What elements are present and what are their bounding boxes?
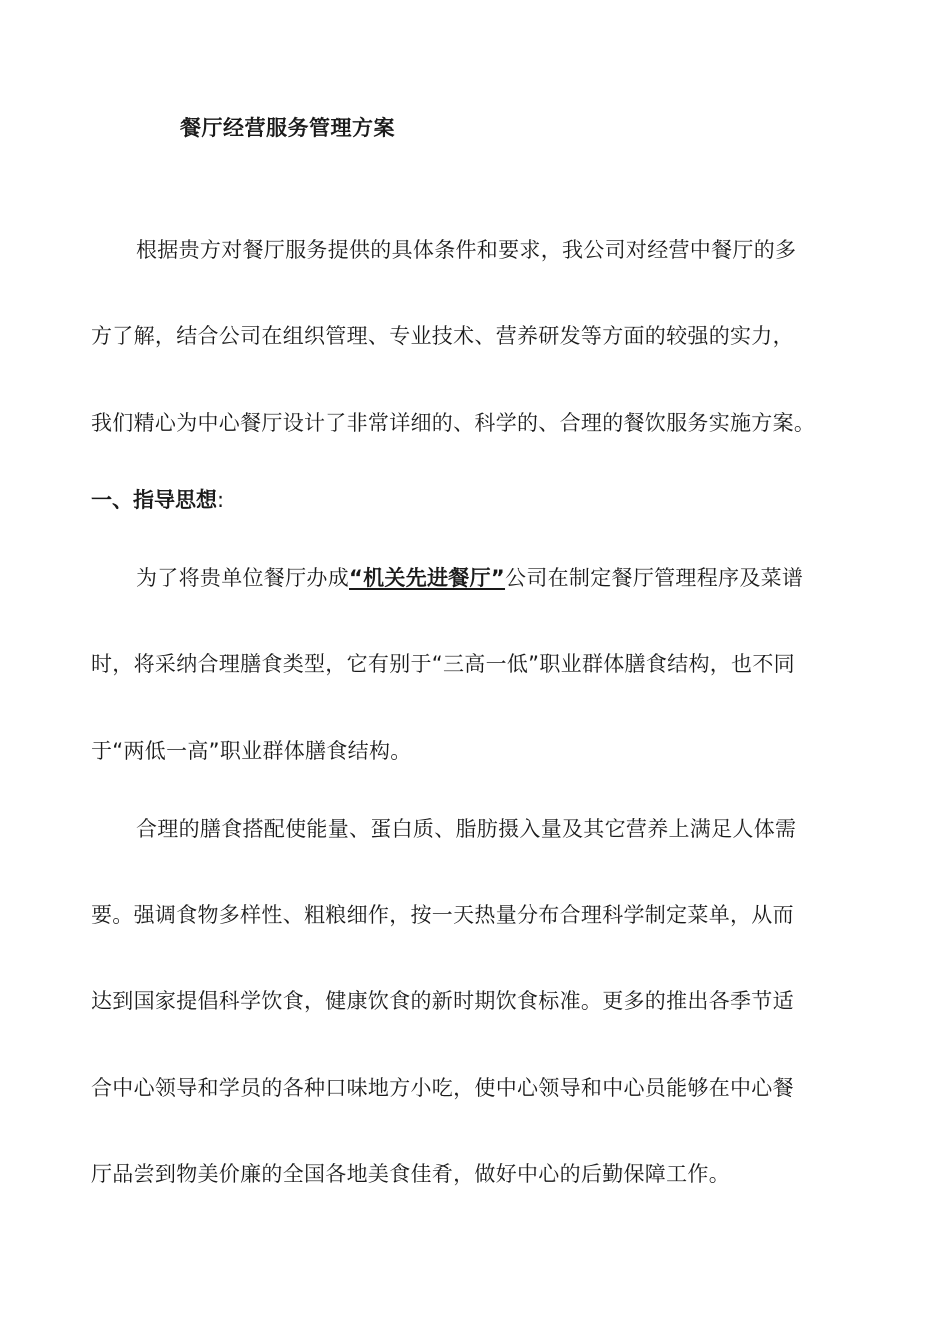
para1-line-1 (136, 562, 803, 592)
section-heading-text: 一、指导思想 (91, 488, 217, 512)
para2-line-1: 合理的膳食搭配使能量、蛋白质、脂肪摄入量及其它营养上满足人体需 (136, 817, 797, 841)
intro-line-1: 根据贵方对餐厅服务提供的具体条件和要求，我公司对经营中餐厅的多 (136, 238, 797, 262)
document-title: 餐厅经营服务管理方案 (180, 116, 395, 140)
para1-line-1-post: 公司在制定餐厅管理程序及菜谱 (505, 566, 804, 590)
para1-line-1-pre: 为了将贵单位餐厅办成 (136, 566, 349, 590)
para2-line-5: 厅品尝到物美价廉的全国各地美食佳肴，做好中心的后勤保障工作。 (91, 1162, 730, 1186)
para1-line-2: 时，将采纳合理膳食类型，它有别于“三高一低”职业群体膳食结构，也不同 (91, 652, 795, 676)
para1-line-3: 于“两低一高”职业群体膳食结构。 (91, 739, 412, 763)
intro-line-2: 方了解，结合公司在组织管理、专业技术、营养研发等方面的较强的实力， (91, 324, 794, 348)
para2-line-3: 达到国家提倡科学饮食，健康饮食的新时期饮食标准。更多的推出各季节适 (91, 989, 794, 1013)
intro-line-3: 我们精心为中心餐厅设计了非常详细的、科学的、合理的餐饮服务实施方案。 (91, 411, 816, 435)
para2-line-2: 要。强调食物多样性、粗粮细作，按一天热量分布合理科学制定菜单，从而 (91, 903, 794, 927)
emphasized-term: “机关先进餐厅” (349, 566, 506, 590)
section-heading (91, 484, 224, 514)
para2-line-4: 合中心领导和学员的各种口味地方小吃，使中心领导和中心员能够在中心餐 (91, 1076, 794, 1100)
section-heading-colon: : (217, 488, 225, 512)
